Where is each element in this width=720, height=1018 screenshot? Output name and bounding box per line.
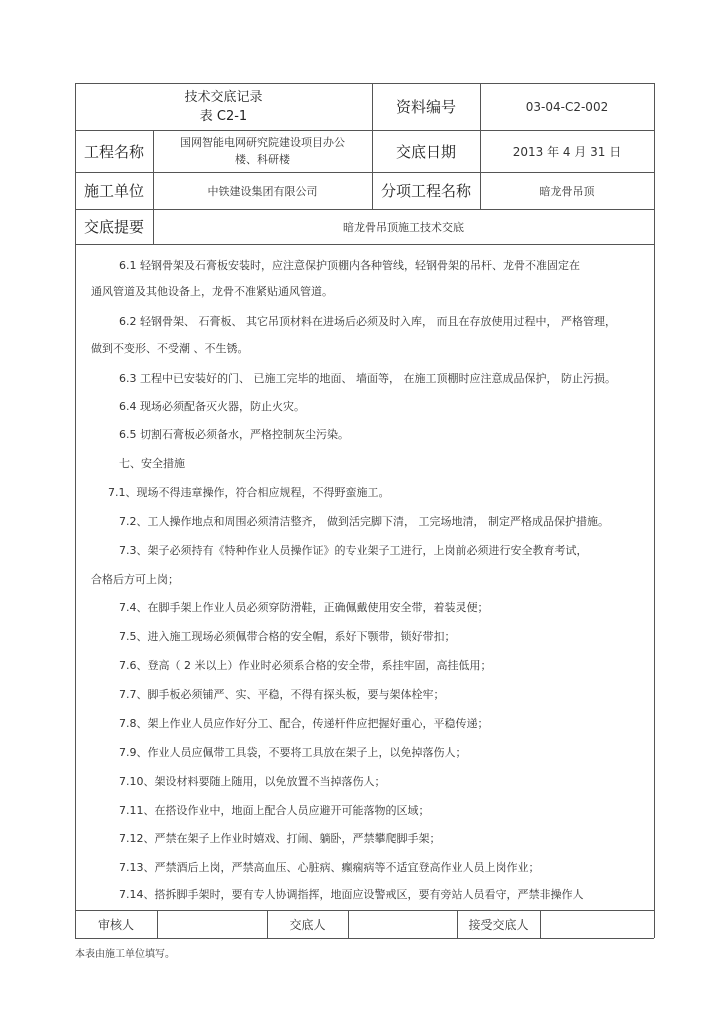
disclosure-date-label: 交底日期 xyxy=(395,142,456,161)
content-line: 6.4 现场必须配备灭火器，防止火灾。 xyxy=(119,400,305,413)
project-name-line-1: 国网智能电网研究院建设项目办公 xyxy=(180,136,345,149)
sub-item-label: 分项工程名称 xyxy=(380,182,471,200)
content-line: 6.5 切割石膏板必须备水，严格控制灰尘污染。 xyxy=(119,428,349,441)
summary-label: 交底提要 xyxy=(83,218,144,236)
content-bottom-border xyxy=(75,910,654,911)
footer-divider-1 xyxy=(157,910,158,938)
content-area xyxy=(75,244,654,910)
content-line: 7.12、严禁在架子上作业时嬉戏、打闹、躺卧，严禁攀爬脚手架； xyxy=(119,832,441,845)
footer-divider-5 xyxy=(540,910,541,938)
content-line: 7.4、在脚手架上作业人员必须穿防滑鞋，正确佩戴使用安全带，着装灵便； xyxy=(119,601,489,614)
content-line: 7.13、严禁酒后上岗，严禁高血压、心脏病、癫痫病等不适宜登高作业人员上岗作业； xyxy=(119,861,540,874)
section-heading: 七、安全措施 xyxy=(119,457,185,470)
content-line: 7.3、架子必须持有《特种作业人员操作证》的专业架子工进行，上岗前必须进行安全教育考试， xyxy=(119,544,588,557)
form-title: 技术交底记录 xyxy=(184,89,263,105)
table-right-border xyxy=(654,83,655,938)
content-line: 7.1、现场不得违章操作，符合相应规程，不得野蛮施工。 xyxy=(108,486,390,499)
content-line: 7.11、在搭设作业中，地面上配合人员应避开可能落物的区域； xyxy=(119,804,430,817)
summary-value: 暗龙骨吊顶施工技术交底 xyxy=(343,220,464,234)
receiver-label: 接受交底人 xyxy=(468,917,529,932)
content-line: 6.2 轻钢骨架、 石膏板、 其它吊顶材料在进场后必须及时入库， 而且在存放使用过程中， 严格管理， xyxy=(119,315,616,328)
content-line: 7.6、登高（ 2 米以上）作业时必须系合格的安全带，系挂牢固，高挂低用； xyxy=(119,659,492,672)
content-line: 7.2、工人操作地点和周围必须清洁整齐， 做到活完脚下清， 工完场地清， 制定严格成品保护措施。 xyxy=(119,515,609,528)
content-line: 7.9、作业人员应佩带工具袋，不要将工具放在架子上，以免掉落伤人； xyxy=(119,746,467,759)
content-line: 7.10、架设材料要随上随用，以免放置不当掉落伤人； xyxy=(119,775,386,788)
record-number-label: 资料编号 xyxy=(395,98,456,116)
construction-unit-label: 施工单位 xyxy=(83,182,144,200)
content-line: 7.7、脚手板必须铺严、实、平稳，不得有探头板，要与架体栓牢； xyxy=(119,688,445,701)
project-name-line-2: 楼、科研楼 xyxy=(235,153,290,166)
content-line: 通风管道及其他设备上，龙骨不准紧贴通风管道。 xyxy=(91,285,333,298)
content-line: 合格后方可上岗； xyxy=(91,573,179,586)
footnote: 本表由施工单位填写。 xyxy=(75,949,175,960)
footer-divider-3 xyxy=(348,910,349,938)
disclosure-date-value: 2013 年 4 月 31 日 xyxy=(512,144,622,159)
discloser-label: 交底人 xyxy=(289,917,326,932)
content-line: 6.3 工程中已安装好的门、 已施工完毕的地面、 墙面等， 在施工顶棚时应注意成品保护， 防止污损。 xyxy=(119,372,616,385)
construction-unit-value: 中铁建设集团有限公司 xyxy=(207,184,318,198)
content-line: 7.14、搭拆脚手架时，要有专人协调指挥，地面应设警戒区，要有旁站人员看守，严禁非操作人 xyxy=(119,888,584,901)
content-line: 做到不变形、不受潮 、不生锈。 xyxy=(91,342,249,355)
content-line: 7.8、架上作业人员应作好分工、配合，传递杆件应把握好重心，平稳传递； xyxy=(119,717,489,730)
form-number: 表 C2-1 xyxy=(199,108,248,124)
sub-item-value: 暗龙骨吊顶 xyxy=(539,184,595,198)
record-number-value: 03-04-C2-002 xyxy=(525,99,609,114)
form-title-cell xyxy=(75,83,372,130)
table-bottom-border xyxy=(75,938,654,939)
content-line: 7.5、进入施工现场必须佩带合格的安全帽，系好下颚带，锁好带扣； xyxy=(119,630,456,643)
reviewer-label: 审核人 xyxy=(97,917,134,932)
project-name-label: 工程名称 xyxy=(83,142,144,161)
content-line: 6.1 轻钢骨架及石膏板安装时，应注意保护顶棚内各种管线，轻钢骨架的吊杆、龙骨不准固定在 xyxy=(119,259,580,272)
project-name-value xyxy=(153,130,372,172)
